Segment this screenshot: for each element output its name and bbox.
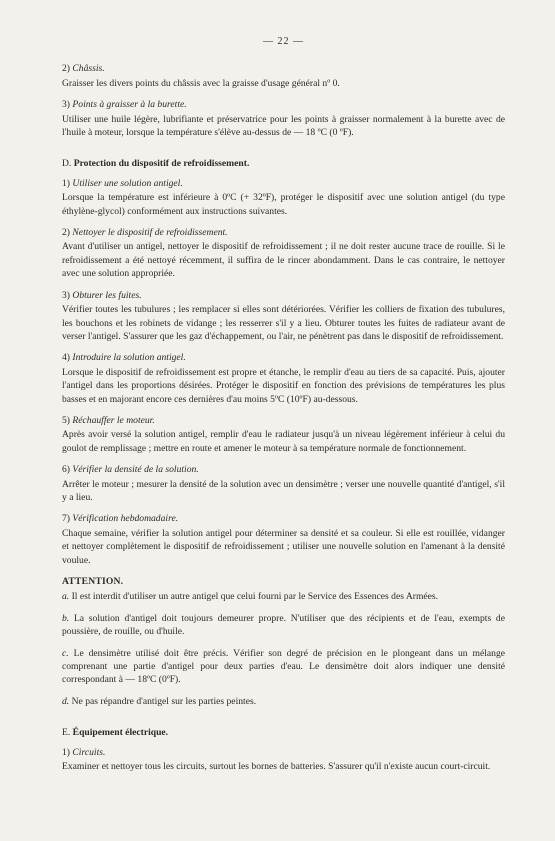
section-d-letter: D. [62,158,72,170]
d-item-7-heading-text: Vérification hebdomadaire. [72,513,179,525]
attention-item-a [62,590,505,603]
burette-block [62,98,505,139]
d-item-4-text: Lorsque le dispositif de refroidissement est propre et étanche, le remplir d'eau au tiers de sa capacité. Puis, ajouter l'antigel dans les proportions désirées. Protéger le dispositif en fonction des prévisions de températures les plus basses et en majorant encore ces dernières d'au moins 5ºC (10ºF) au-dessous. [62,366,505,405]
d-item-3-num: 3) [62,289,70,301]
attention-label: ATTENTION. [62,576,124,587]
page-number: — 22 — [263,36,304,47]
d-item-3-text: Vérifier toutes les tubulures ; les remplacer si elles sont détériorées. Vérifier les colliers de fixation des tubulures, les bouchons et les robinets de vidange ; les resserrer s'il y a lieu. Obturer toutes les fuites de radiateur avant de verser l'antigel. S'assurer que les gaz d'échappement, ou l'air, ne pénètrent pas dans le dispositif de refroidissement. [62,304,505,342]
d-item-1-heading [62,177,505,190]
d-item-6-heading-text: Vérifier la densité de la solution. [72,464,199,476]
burette-heading-text: Points à graisser à la burette. [72,99,187,111]
d-item-2-heading [62,226,505,239]
section-e-title [62,726,505,739]
d-item-4 [62,351,505,406]
d-item-4-heading-text: Introduire la solution antigel. [72,352,186,364]
attention-item-c-text: Le densimètre utilisé doit être précis. Vérifier son degré de précision en le plongeant dans un mélange comprenant une partie d'antigel pour deux parties d'eau. Le densimètre doit alors indiquer une densité correspondant à — 18ºC (0ºF). [62,647,505,686]
attention-item-c [62,647,505,687]
attention-item-a-text: Il est interdit d'utiliser un autre antigel que celui fourni par le Service des Essences des Armées. [71,591,439,603]
attention-item-c-letter: c. [62,647,69,659]
section-e-title-text: Équipement électrique. [72,727,169,739]
chassis-heading [62,62,505,75]
d-item-2-heading-text: Nettoyer le dispositif de refroidissement. [72,227,228,239]
d-item-1-num: 1) [62,177,70,189]
d-item-5-num: 5) [62,414,70,426]
d-item-7-heading [62,512,505,525]
attention-item-a-letter: a. [62,591,70,603]
chassis-heading-num: 2) [62,63,70,75]
attention-item-d-letter: d. [62,695,70,707]
d-item-4-heading [62,351,505,364]
e-item-1-num: 1) [62,746,70,758]
attention-item-b-text: La solution d'antigel doit toujours demeurer propre. N'utiliser que des récipients et de l'eau, exempts de poussière, de rouille, ou d'huile. [62,612,505,638]
section-d-title-text: Protection du dispositif de refroidissement. [73,158,250,170]
d-item-6-text: Arrêter le moteur ; mesurer la densité de la solution avec un densimètre ; verser une nouvelle quantité d'antigel, s'il y a lieu. [62,478,505,503]
d-item-3-heading-text: Obturer les fuites. [72,289,142,301]
d-item-2-num: 2) [62,227,70,239]
d-item-3-heading [62,289,505,302]
e-item-1-text: Examiner et nettoyer tous les circuits, surtout les bornes de batteries. S'assurer qu'il n'existe aucun court-circuit. [62,761,491,773]
d-item-7-num: 7) [62,513,70,525]
section-e-letter: E. [62,727,71,739]
d-item-6-num: 6) [62,464,70,476]
d-item-5-heading-text: Réchauffer le moteur. [72,414,155,426]
chassis-text: Graisser les divers points du châssis avec la graisse d'usage général nº 0. [62,77,340,89]
d-item-1-heading-text: Utiliser une solution antigel. [72,177,183,189]
d-item-6-heading [62,463,505,476]
chassis-heading-text: Châssis. [72,63,105,75]
d-item-7 [62,512,505,567]
d-item-3 [62,289,505,344]
d-item-2-text: Avant d'utiliser un antigel, nettoyer le dispositif de refroidissement ; il ne doit rester aucune trace de rouille. Si le refroidissement a été nettoyé récemment, il suffira de le rincer abondamment. Dans le cas contraire, le nettoyer avec une solution appropriée. [62,241,505,280]
d-item-1-text: Lorsque la température est inférieure à 0ºC (+ 32ºF), protéger le dispositif avec une solution antigel (du type éthylène-glycol) conformément aux instructions suivantes. [62,192,505,217]
burette-heading-num: 3) [62,99,70,111]
e-item-1-heading [62,746,505,759]
section-d-title [62,157,505,170]
d-item-5-heading [62,414,505,427]
attention-item-b [62,612,505,639]
burette-text: Utiliser une huile légère, lubrifiante et préservatrice pour les points à graisser normalement à la burette avec de l'huile à moteur, lorsque la température s'élève au-dessus de — 18 ºC (0 ºF). [62,113,505,139]
d-item-5-text: Après avoir versé la solution antigel, remplir d'eau le radiateur jusqu'à un niveau légèrement inférieur à celui du goulot de remplissage ; mettre en route et amener le moteur à sa température normale de fonctionnement. [62,429,505,454]
d-item-2 [62,226,505,281]
d-item-6 [62,463,505,504]
e-item-1 [62,746,505,774]
d-item-4-num: 4) [62,352,70,364]
d-item-5 [62,414,505,455]
burette-heading [62,98,505,111]
d-item-1 [62,177,505,218]
d-item-7-text: Chaque semaine, vérifier la solution antigel pour déterminer sa densité et sa couleur. Si elle est rouillée, vidanger et nettoyer complètement le dispositif de refroidissement ; utiliser une nouvelle solution en l'amenant à la densité voulue. [62,527,505,566]
chassis-block [62,62,505,90]
attention-item-d [62,695,505,708]
attention-item-d-text: Ne pas répandre d'antigel sur les parties peintes. [71,695,257,707]
e-item-1-heading-text: Circuits. [72,746,106,758]
attention-item-b-letter: b. [62,612,70,624]
